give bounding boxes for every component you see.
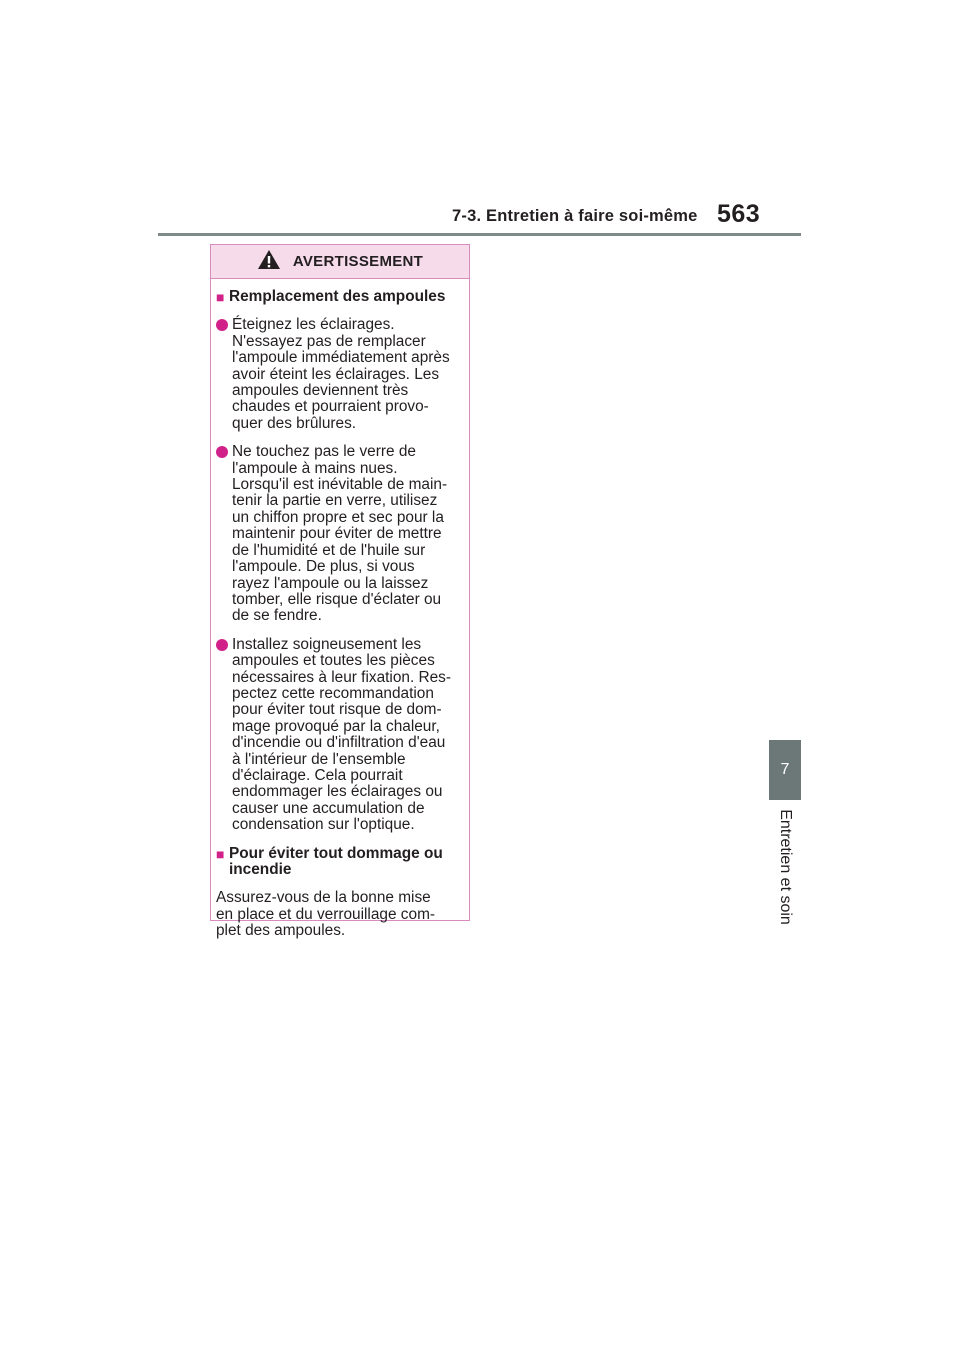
warning-box	[210, 244, 470, 940]
text-line: condensation sur l'optique.	[232, 816, 415, 834]
text-line: Assurez-vous de la bonne mise	[216, 889, 431, 907]
text-line: ampoules deviennent très	[232, 382, 409, 400]
bullet-item-lights-off	[216, 317, 463, 432]
text-line: d'éclairage. Cela pourrait	[232, 766, 403, 784]
text-line: Pour éviter tout dommage ou	[229, 844, 443, 862]
heading-text	[229, 846, 443, 879]
text-line: causer une accumulation de	[232, 799, 425, 817]
section-title: 7-3. Entretien à faire soi-même	[452, 207, 698, 225]
text-line: l'ampoule immédiatement après	[232, 349, 450, 367]
heading-text: Remplacement des ampoules	[229, 288, 446, 305]
bullet-item-glass	[216, 444, 463, 624]
bullet-text	[232, 317, 463, 432]
text-line: de l'humidité et de l'huile sur	[232, 541, 426, 559]
text-line: ampoules et toutes les pièces	[232, 652, 435, 670]
text-line: incendie	[229, 861, 292, 878]
text-line: rayez l'ampoule ou la laissez	[232, 574, 429, 592]
bullet-dot-icon	[216, 639, 228, 651]
text-line: pectez cette recommandation	[232, 684, 434, 702]
text-line: quer des brûlures.	[232, 414, 357, 432]
bullet-dot-icon	[216, 319, 228, 331]
text-line: tenir la partie en verre, utilisez	[232, 492, 438, 510]
square-bullet-icon: ■	[216, 845, 225, 862]
bullet-text	[232, 444, 463, 624]
header-divider	[158, 233, 801, 236]
text-line: Installez soigneusement les	[232, 635, 422, 653]
warning-triangle-icon	[257, 249, 281, 275]
chapter-tab	[769, 740, 801, 800]
text-line: maintenir pour éviter de mettre	[232, 525, 442, 543]
chapter-number: 7	[780, 761, 790, 778]
warning-header	[211, 245, 469, 279]
warning-title: AVERTISSEMENT	[292, 253, 424, 270]
bullet-text	[232, 637, 463, 834]
text-line: pour éviter tout risque de dom-	[232, 701, 442, 719]
text-line: en place et du verrouillage com-	[216, 905, 436, 923]
text-line: Lorsqu'il est inévitable de main-	[232, 476, 448, 494]
warning-paragraph	[216, 890, 463, 939]
bullet-dot-icon	[216, 446, 228, 458]
text-line: Ne touchez pas le verre de	[232, 443, 416, 461]
text-line: l'ampoule. De plus, si vous	[232, 558, 415, 576]
square-bullet-icon: ■	[216, 289, 225, 305]
chapter-side-label: Entretien et soin	[777, 809, 794, 925]
text-line: tomber, elle risque d'éclater ou	[232, 590, 442, 608]
text-line: nécessaires à leur fixation. Res-	[232, 668, 451, 686]
text-line: de se fendre.	[232, 607, 322, 625]
text-line: endommager les éclairages ou	[232, 783, 443, 801]
text-line: chaudes et pourraient provo-	[232, 398, 429, 416]
text-line: N'essayez pas de remplacer	[232, 332, 426, 350]
bullet-item-install	[216, 637, 463, 834]
section-heading-fire-damage	[216, 846, 463, 879]
text-line: plet des ampoules.	[216, 922, 346, 940]
text-line: mage provoqué par la chaleur,	[232, 717, 440, 735]
text-line: avoir éteint les éclairages. Les	[232, 365, 440, 383]
warning-body	[211, 289, 469, 940]
page-number: 563	[717, 200, 761, 228]
text-line: à l'intérieur de l'ensemble	[232, 750, 406, 768]
text-line: Éteignez les éclairages.	[232, 316, 395, 334]
text-line: un chiffon propre et sec pour la	[232, 508, 444, 526]
text-line: d'incendie ou d'infiltration d'eau	[232, 734, 446, 752]
text-line: l'ampoule à mains nues.	[232, 459, 398, 477]
section-heading-bulb-replacement	[216, 289, 463, 305]
